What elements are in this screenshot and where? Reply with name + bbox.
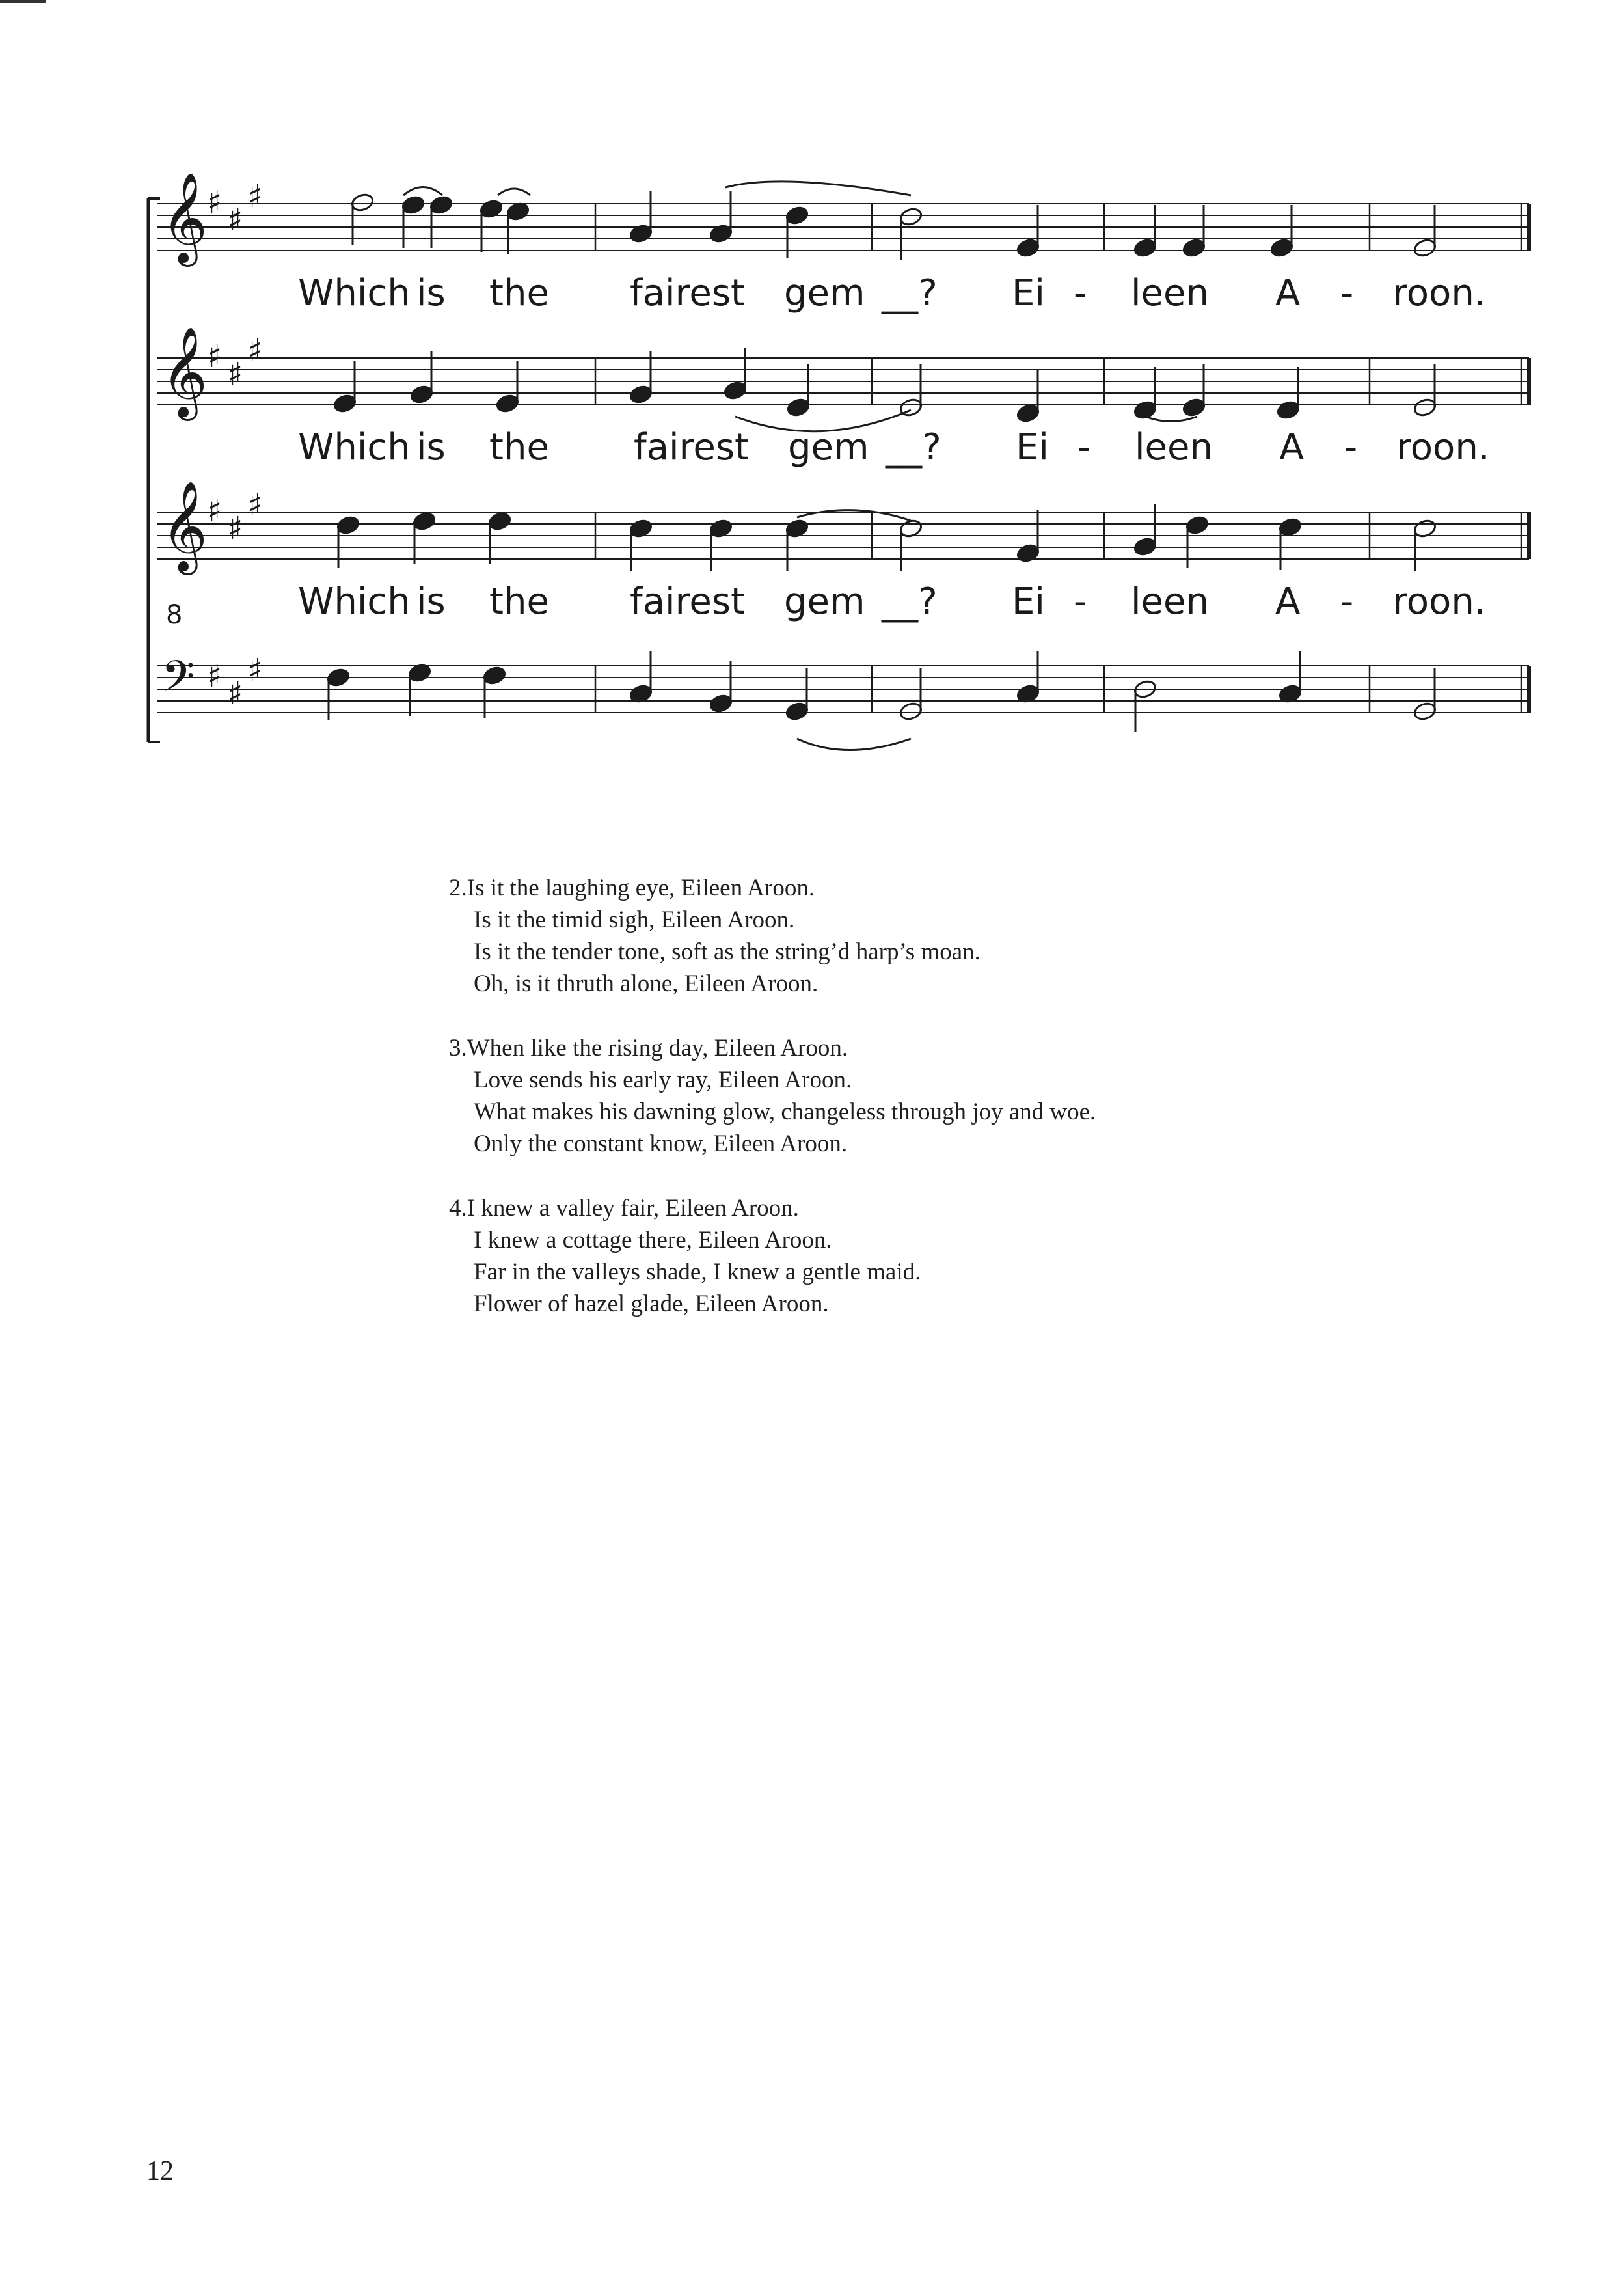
quarter-note: [785, 701, 809, 722]
lyric-syllable: __?: [882, 272, 938, 314]
verse-line: Only the constant know, Eileen Aroon.: [474, 1130, 848, 1157]
sharp-icon: ♯: [207, 658, 223, 694]
quarter-note: [336, 515, 360, 536]
lyric-syllable: is: [416, 272, 446, 314]
score: [0, 0, 1624, 781]
bass-clef-icon: 𝄢: [161, 651, 195, 712]
lyric-syllable: -: [1074, 272, 1087, 314]
quarter-note: [709, 693, 733, 714]
quarter-note: [786, 397, 811, 418]
half-note: [899, 397, 923, 418]
verse-line: What makes his dawning glow, changeless through joy and woe.: [474, 1099, 1096, 1125]
sharp-icon: ♯: [247, 487, 263, 523]
tie-slur: [797, 739, 911, 750]
sharp-icon: ♯: [207, 493, 223, 529]
quarter-note: [1133, 238, 1157, 258]
lyric-syllable: roon.: [1392, 581, 1486, 623]
lyric-syllable: the: [489, 426, 549, 469]
verse-line: Flower of hazel glade, Eileen Aroon.: [474, 1291, 829, 1317]
lyric-syllable: A: [1275, 272, 1301, 314]
half-note: [1413, 238, 1437, 258]
half-note: [899, 701, 923, 722]
half-note: [350, 192, 375, 213]
sharp-icon: ♯: [247, 178, 263, 215]
quarter-note: [1185, 515, 1210, 536]
verse-line: I knew a cottage there, Eileen Aroon.: [474, 1227, 832, 1253]
quarter-note: [1016, 238, 1040, 258]
quarter-note: [409, 384, 434, 405]
half-note: [899, 206, 923, 227]
lyric-syllable: -: [1340, 272, 1354, 314]
quarter-note: [482, 665, 507, 686]
quarter-note: [1269, 238, 1294, 258]
sharp-icon: ♯: [207, 184, 223, 221]
sharp-icon: ♯: [228, 676, 243, 712]
quarter-note: [326, 667, 351, 688]
verse-line: Is it the timid sigh, Eileen Aroon.: [474, 907, 795, 933]
half-note: [1413, 701, 1437, 722]
verse-line: 4.I knew a valley fair, Eileen Aroon.: [449, 1195, 799, 1222]
lyric-syllable: __?: [886, 426, 941, 469]
verse-2: [449, 872, 981, 1000]
page-number: 12: [146, 2156, 174, 2186]
lyric-syllable: fairest: [630, 581, 745, 623]
lyric-syllable: leen: [1135, 426, 1213, 469]
quarter-note: [1016, 403, 1040, 424]
half-note: [1413, 397, 1437, 418]
lyric-syllable: gem: [788, 426, 869, 469]
quarter-note: [1182, 238, 1206, 258]
lyric-syllable: Ei: [1012, 581, 1045, 623]
lyric-syllable: -: [1077, 426, 1091, 469]
verse-4: [449, 1192, 921, 1320]
lyric-syllable: Ei: [1016, 426, 1049, 469]
lyric-syllable: leen: [1131, 581, 1209, 623]
verse-line: Far in the valleys shade, I knew a gentle maid.: [474, 1259, 921, 1285]
quarter-note: [1278, 517, 1303, 538]
quarter-note: [1016, 543, 1040, 564]
lyric-syllable: gem: [784, 581, 865, 623]
lyric-syllable: is: [416, 581, 446, 623]
quarter-note: [709, 223, 733, 244]
lyric-syllable: Which: [298, 581, 411, 623]
quarter-note: [785, 205, 809, 226]
lyric-syllable: the: [489, 581, 549, 623]
lyric-syllable: gem: [784, 272, 865, 314]
lyric-syllable: fairest: [630, 272, 745, 314]
lyric-syllable: roon.: [1392, 272, 1486, 314]
lyric-syllable: -: [1074, 581, 1087, 623]
lyric-syllable: Ei: [1012, 272, 1045, 314]
lyric-syllable: A: [1275, 581, 1301, 623]
verse-line: Love sends his early ray, Eileen Aroon.: [474, 1067, 852, 1093]
sharp-icon: ♯: [228, 356, 243, 392]
treble-clef-icon: 𝄞: [161, 481, 208, 571]
quarter-note: [332, 393, 357, 414]
quarter-note: [479, 198, 504, 219]
lyric-syllable: fairest: [634, 426, 749, 469]
quarter-note: [1133, 536, 1157, 557]
tie-slur: [498, 189, 530, 195]
lyric-syllable: roon.: [1396, 426, 1490, 469]
lyric-syllable: Which: [298, 272, 411, 314]
lyric-syllable: Which: [298, 426, 411, 469]
quarter-note: [1276, 400, 1301, 420]
lyric-syllable: is: [416, 426, 446, 469]
quarter-note: [629, 223, 653, 244]
quarter-note: [412, 511, 437, 532]
sharp-icon: ♯: [247, 333, 263, 369]
lyric-syllable: the: [489, 272, 549, 314]
sharp-icon: ♯: [228, 510, 243, 547]
tie-slur: [403, 187, 442, 196]
quarter-note: [495, 393, 520, 414]
sharp-icon: ♯: [228, 202, 243, 238]
quarter-note: [1182, 397, 1206, 418]
verse-line: 3.When like the rising day, Eileen Aroon.: [449, 1035, 848, 1061]
verse-line: Is it the tender tone, soft as the string’d harp’s moan.: [474, 938, 981, 965]
quarter-note: [629, 384, 653, 405]
lyric-syllable: __?: [882, 581, 938, 623]
lyric-syllable: A: [1279, 426, 1305, 469]
sharp-icon: ♯: [207, 338, 223, 375]
verse-3: [449, 1032, 1096, 1160]
verse-line: 2.Is it the laughing eye, Eileen Aroon.: [449, 875, 815, 901]
quarter-note: [429, 195, 453, 215]
octave-clef-label: 8: [166, 600, 183, 630]
tie-slur: [725, 182, 911, 195]
quarter-note: [401, 195, 426, 215]
treble-clef-icon: 𝄞: [161, 172, 208, 263]
sharp-icon: ♯: [247, 652, 263, 689]
lyric-syllable: leen: [1131, 272, 1209, 314]
tie-slur: [1145, 417, 1197, 422]
treble-clef-icon: 𝄞: [161, 327, 208, 417]
lyric-syllable: -: [1344, 426, 1358, 469]
lyric-syllable: -: [1340, 581, 1354, 623]
quarter-note: [723, 380, 748, 401]
verse-line: Oh, is it thruth alone, Eileen Aroon.: [474, 970, 819, 997]
quarter-note: [487, 511, 512, 532]
